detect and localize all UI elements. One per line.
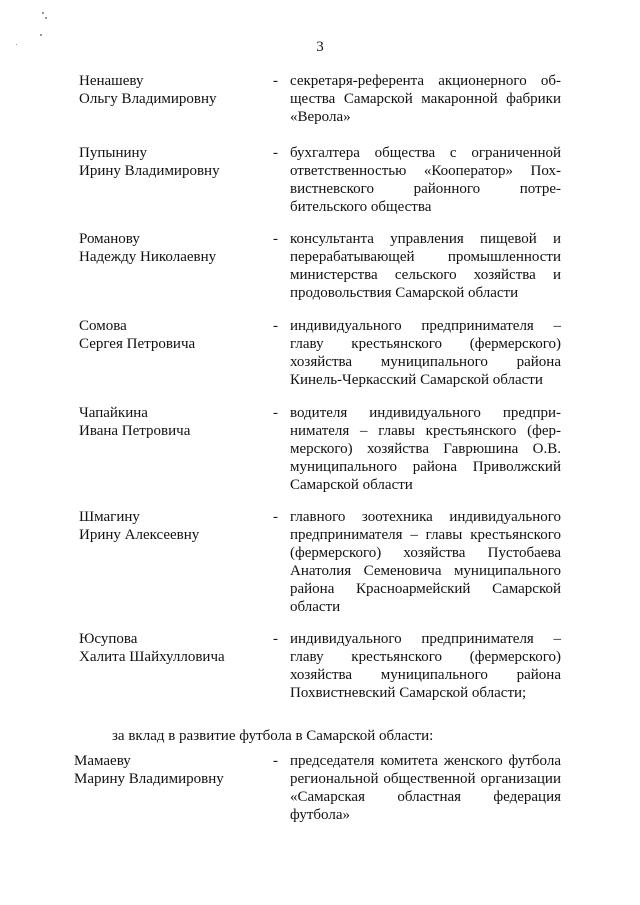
description-line: вистневского районного потре- (290, 181, 561, 197)
recipient-surname: Юсупова (79, 631, 138, 647)
recipient-name (74, 752, 264, 788)
entry-dash: - (273, 231, 278, 247)
description-line: футбола» (290, 807, 350, 823)
scan-speck (40, 34, 42, 36)
recipient-given-names: Ольгу Владимировну (79, 91, 217, 107)
recipient-given-names: Марину Владимировну (74, 771, 224, 787)
recipient-description (290, 404, 561, 494)
recipient-surname: Романову (79, 231, 140, 247)
description-line: «Самарская областная федерация (290, 789, 561, 805)
entry-dash: - (273, 318, 278, 334)
description-line: водителя индивидуального предпри- (290, 405, 561, 421)
recipient-description (290, 230, 561, 302)
description-line: «Верола» (290, 109, 351, 125)
entry-dash: - (273, 631, 278, 647)
description-line: главу крестьянского (фермерского) (290, 336, 561, 352)
recipient-description (290, 630, 561, 702)
description-line: бухгалтера общества с ограниченной (290, 145, 561, 161)
recipient-given-names: Ирину Владимировну (79, 163, 220, 179)
recipient-surname: Чапайкина (79, 405, 148, 421)
recipient-given-names: Сергея Петровича (79, 336, 196, 352)
recipient-surname: Пупынину (79, 145, 148, 161)
description-line: продовольствия Самарской области (290, 285, 519, 301)
recipient-name (79, 230, 269, 266)
description-line: министерства сельского хозяйства и (290, 267, 561, 283)
scan-speck (45, 17, 47, 19)
description-line: региональной общественной организации (290, 771, 561, 787)
description-line: района Красноармейский Самарской (290, 581, 561, 597)
description-line: индивидуального предпринимателя – (290, 318, 561, 334)
description-line: индивидуального предпринимателя – (290, 631, 561, 647)
scan-speck (42, 12, 44, 14)
description-line: секретаря-референта акционерного об- (290, 73, 561, 89)
recipient-description (290, 317, 561, 389)
description-line: главного зоотехника индивидуального (290, 509, 561, 525)
recipient-name (79, 317, 269, 353)
entry-dash: - (273, 405, 278, 421)
recipient-surname: Сомова (79, 318, 127, 334)
recipient-given-names: Ирину Алексеевну (79, 527, 200, 543)
description-line: главу крестьянского (фермерского) (290, 649, 561, 665)
recipient-surname: Ненашеву (79, 73, 144, 89)
scan-speck (16, 44, 17, 45)
recipient-surname: Шмагину (79, 509, 140, 525)
page-number: 3 (316, 39, 324, 55)
entry-dash: - (273, 145, 278, 161)
recipient-given-names: Халита Шайхулловича (79, 649, 225, 665)
entry-dash: - (273, 73, 278, 89)
recipient-description (290, 144, 561, 216)
entry-dash: - (273, 509, 278, 525)
description-line: перерабатывающей промышленности (290, 249, 561, 265)
description-line: хозяйства муниципального района (290, 354, 561, 370)
description-line: Анатолия Семеновича муниципального (290, 563, 561, 579)
recipient-name (79, 404, 269, 440)
recipient-description (290, 508, 561, 616)
description-line: мерского) хозяйства Гаврюшина О.В. (290, 441, 561, 457)
description-line: ответственностью «Кооператор» Пох- (290, 163, 561, 179)
description-line: председателя комитета женского футбола (290, 753, 561, 769)
description-line: (фермерского) хозяйства Пустобаева (290, 545, 561, 561)
description-line: Самарской области (290, 477, 413, 493)
recipient-name (79, 508, 269, 544)
description-line: щества Самарской макаронной фабрики (290, 91, 561, 107)
entry-dash: - (273, 753, 278, 769)
recipient-name (79, 144, 269, 180)
description-line: муниципального района Приволжский (290, 459, 561, 475)
description-line: области (290, 599, 341, 615)
recipient-description (290, 72, 561, 126)
recipient-given-names: Надежду Николаевну (79, 249, 217, 265)
description-line: Похвистневский Самарской области; (290, 685, 527, 701)
recipient-name (79, 72, 269, 108)
description-line: хозяйства муниципального района (290, 667, 561, 683)
section-heading: за вклад в развитие футбола в Самарской области: (112, 728, 434, 744)
recipient-name (79, 630, 269, 666)
description-line: бительского общества (290, 199, 432, 215)
description-line: Кинель-Черкасский Самарской области (290, 372, 543, 388)
description-line: нимателя – главы крестьянского (фер- (290, 423, 561, 439)
description-line: консультанта управления пищевой и (290, 231, 561, 247)
recipient-surname: Мамаеву (74, 753, 131, 769)
recipient-description (290, 752, 561, 824)
description-line: предпринимателя – главы крестьянского (290, 527, 561, 543)
recipient-given-names: Ивана Петровича (79, 423, 191, 439)
